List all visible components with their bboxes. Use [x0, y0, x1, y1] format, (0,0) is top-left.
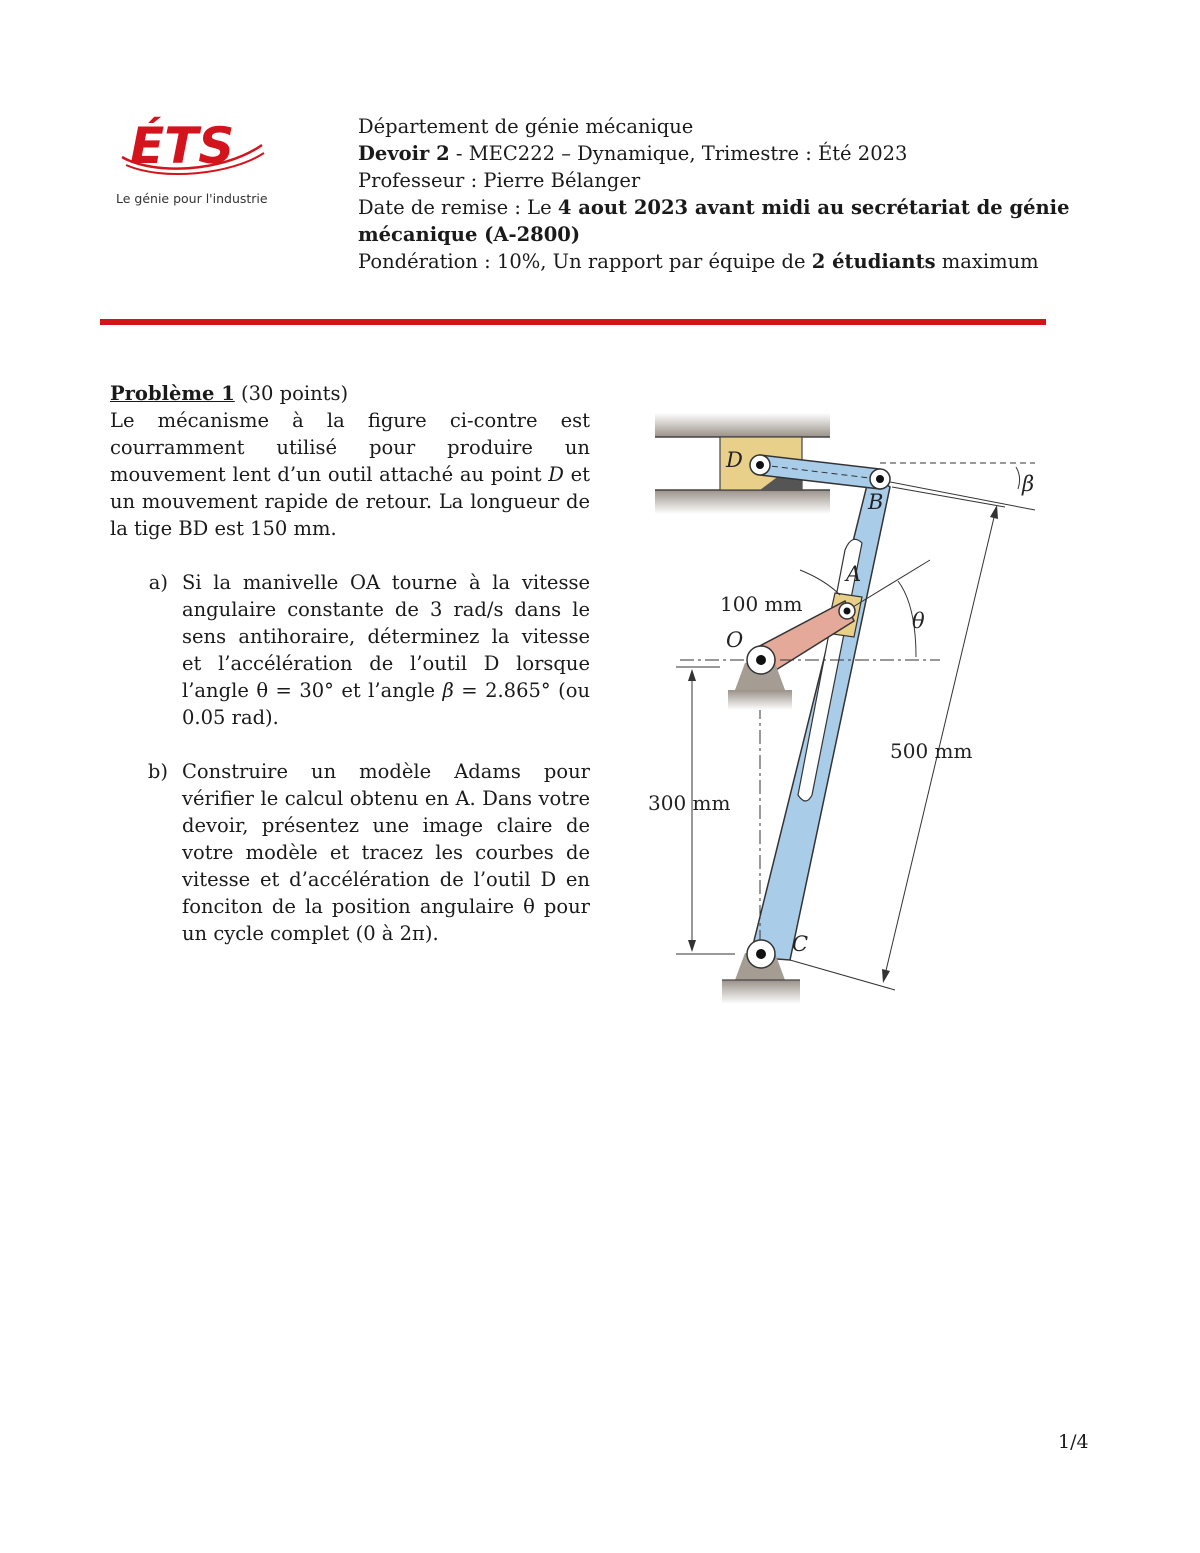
problem-1	[110, 380, 590, 974]
ets-logo-text: ÉTS	[130, 117, 235, 175]
team-size: 2 étudiants	[811, 250, 936, 273]
ground-c	[722, 980, 800, 1004]
label-crank-length: 100 mm	[720, 592, 803, 616]
ets-logo	[112, 115, 272, 215]
pin-c	[747, 940, 775, 968]
dim-300-arrow-bottom	[688, 940, 696, 952]
label-theta: θ	[912, 609, 925, 633]
beta-arc	[1016, 467, 1020, 489]
dim-500-bottom-ext	[790, 960, 895, 990]
beta-extension-line	[880, 480, 1035, 510]
label-d: D	[726, 448, 743, 472]
intro-part-2: et un mouvement rapide de retour. La longueur de la tige BD est 150 mm.	[110, 463, 590, 540]
label-o: O	[726, 628, 744, 652]
dim-500-arrow-top	[990, 505, 998, 519]
label-b: B	[868, 490, 884, 514]
label-lever-length: 500 mm	[890, 739, 973, 763]
page-number: 1/4	[1058, 1431, 1089, 1453]
problem-intro	[110, 407, 590, 542]
dim-500-top-ext	[892, 487, 1005, 507]
crank-dimension-arc	[800, 570, 840, 595]
devoir-title: Devoir 2	[358, 142, 450, 165]
header-block	[358, 113, 1070, 275]
pin-b	[870, 469, 890, 489]
question-b-text: Construire un modèle Adams pour vérifier le calcul obtenu en A. Dans votre devoir, présentez une image claire de votre modèle et tracez les courbes de vitesse et d’accélération de l’outil D en fonciton de la position angulaire θ pour un cycle complet (0 à 2π).	[182, 760, 590, 945]
question-a	[110, 569, 590, 731]
course-term: - MEC222 – Dynamique, Trimestre : Été 2023	[449, 142, 908, 165]
department: Département de génie mécanique	[358, 115, 694, 138]
question-a-text	[182, 569, 590, 731]
label-beta: β	[1022, 472, 1035, 496]
logo-tagline: Le génie pour l'industrie	[116, 191, 268, 206]
top-guide-rail	[655, 413, 830, 437]
pin-o	[747, 646, 775, 674]
weight-suffix: maximum	[935, 250, 1039, 273]
question-a-part-1: Si la manivelle OA tourne à la vitesse angulaire constante de 3 rad/s dans le sens antihoraire, déterminez la vitesse et l’accélération de l’outil D lorsque l’angle θ = 30° et l’angle	[182, 571, 590, 702]
dim-500-arrow-bottom	[882, 969, 890, 983]
ets-logo-mark	[112, 115, 272, 185]
intro-point-d: D	[548, 463, 564, 486]
mechanism-figure	[640, 405, 1060, 1015]
devoir-line	[358, 140, 1048, 167]
question-a-label: a)	[148, 571, 168, 594]
due-location-line	[358, 221, 1048, 248]
label-a: A	[846, 562, 862, 586]
problem-title-line	[110, 380, 590, 407]
dim-300-arrow-top	[688, 669, 696, 681]
due-date: 4 aout 2023 avant midi au secrétariat de génie	[557, 196, 1070, 219]
due-prefix: Date de remise : Le	[358, 196, 558, 219]
weight-line	[358, 248, 1048, 275]
pin-a	[839, 603, 855, 619]
label-height: 300 mm	[648, 791, 731, 815]
header-divider	[100, 319, 1046, 325]
ground-o	[728, 690, 792, 710]
pin-d	[750, 455, 770, 475]
due-location: mécanique (A-2800)	[358, 223, 581, 246]
due-date-line	[358, 194, 1070, 221]
problem-title: Problème 1	[110, 382, 235, 405]
question-a-beta: β	[442, 679, 454, 702]
question-list	[110, 569, 590, 947]
label-c: C	[792, 932, 809, 956]
question-b-label: b)	[147, 760, 168, 783]
problem-points: (30 points)	[234, 382, 349, 405]
mechanism-diagram	[640, 405, 1060, 1015]
question-a-part-2: = 2.865° (ou 0.05 rad).	[182, 679, 591, 729]
weight-prefix: Pondération : 10%, Un rapport par équipe de	[358, 250, 812, 273]
bottom-guide-rail	[655, 490, 830, 514]
intro-part-1: Le mécanisme à la figure ci-contre est courramment utilisé pour produire un mouvement lent d’un outil attaché au point	[110, 409, 590, 486]
professor: Professeur : Pierre Bélanger	[358, 169, 641, 192]
question-b	[110, 758, 590, 947]
